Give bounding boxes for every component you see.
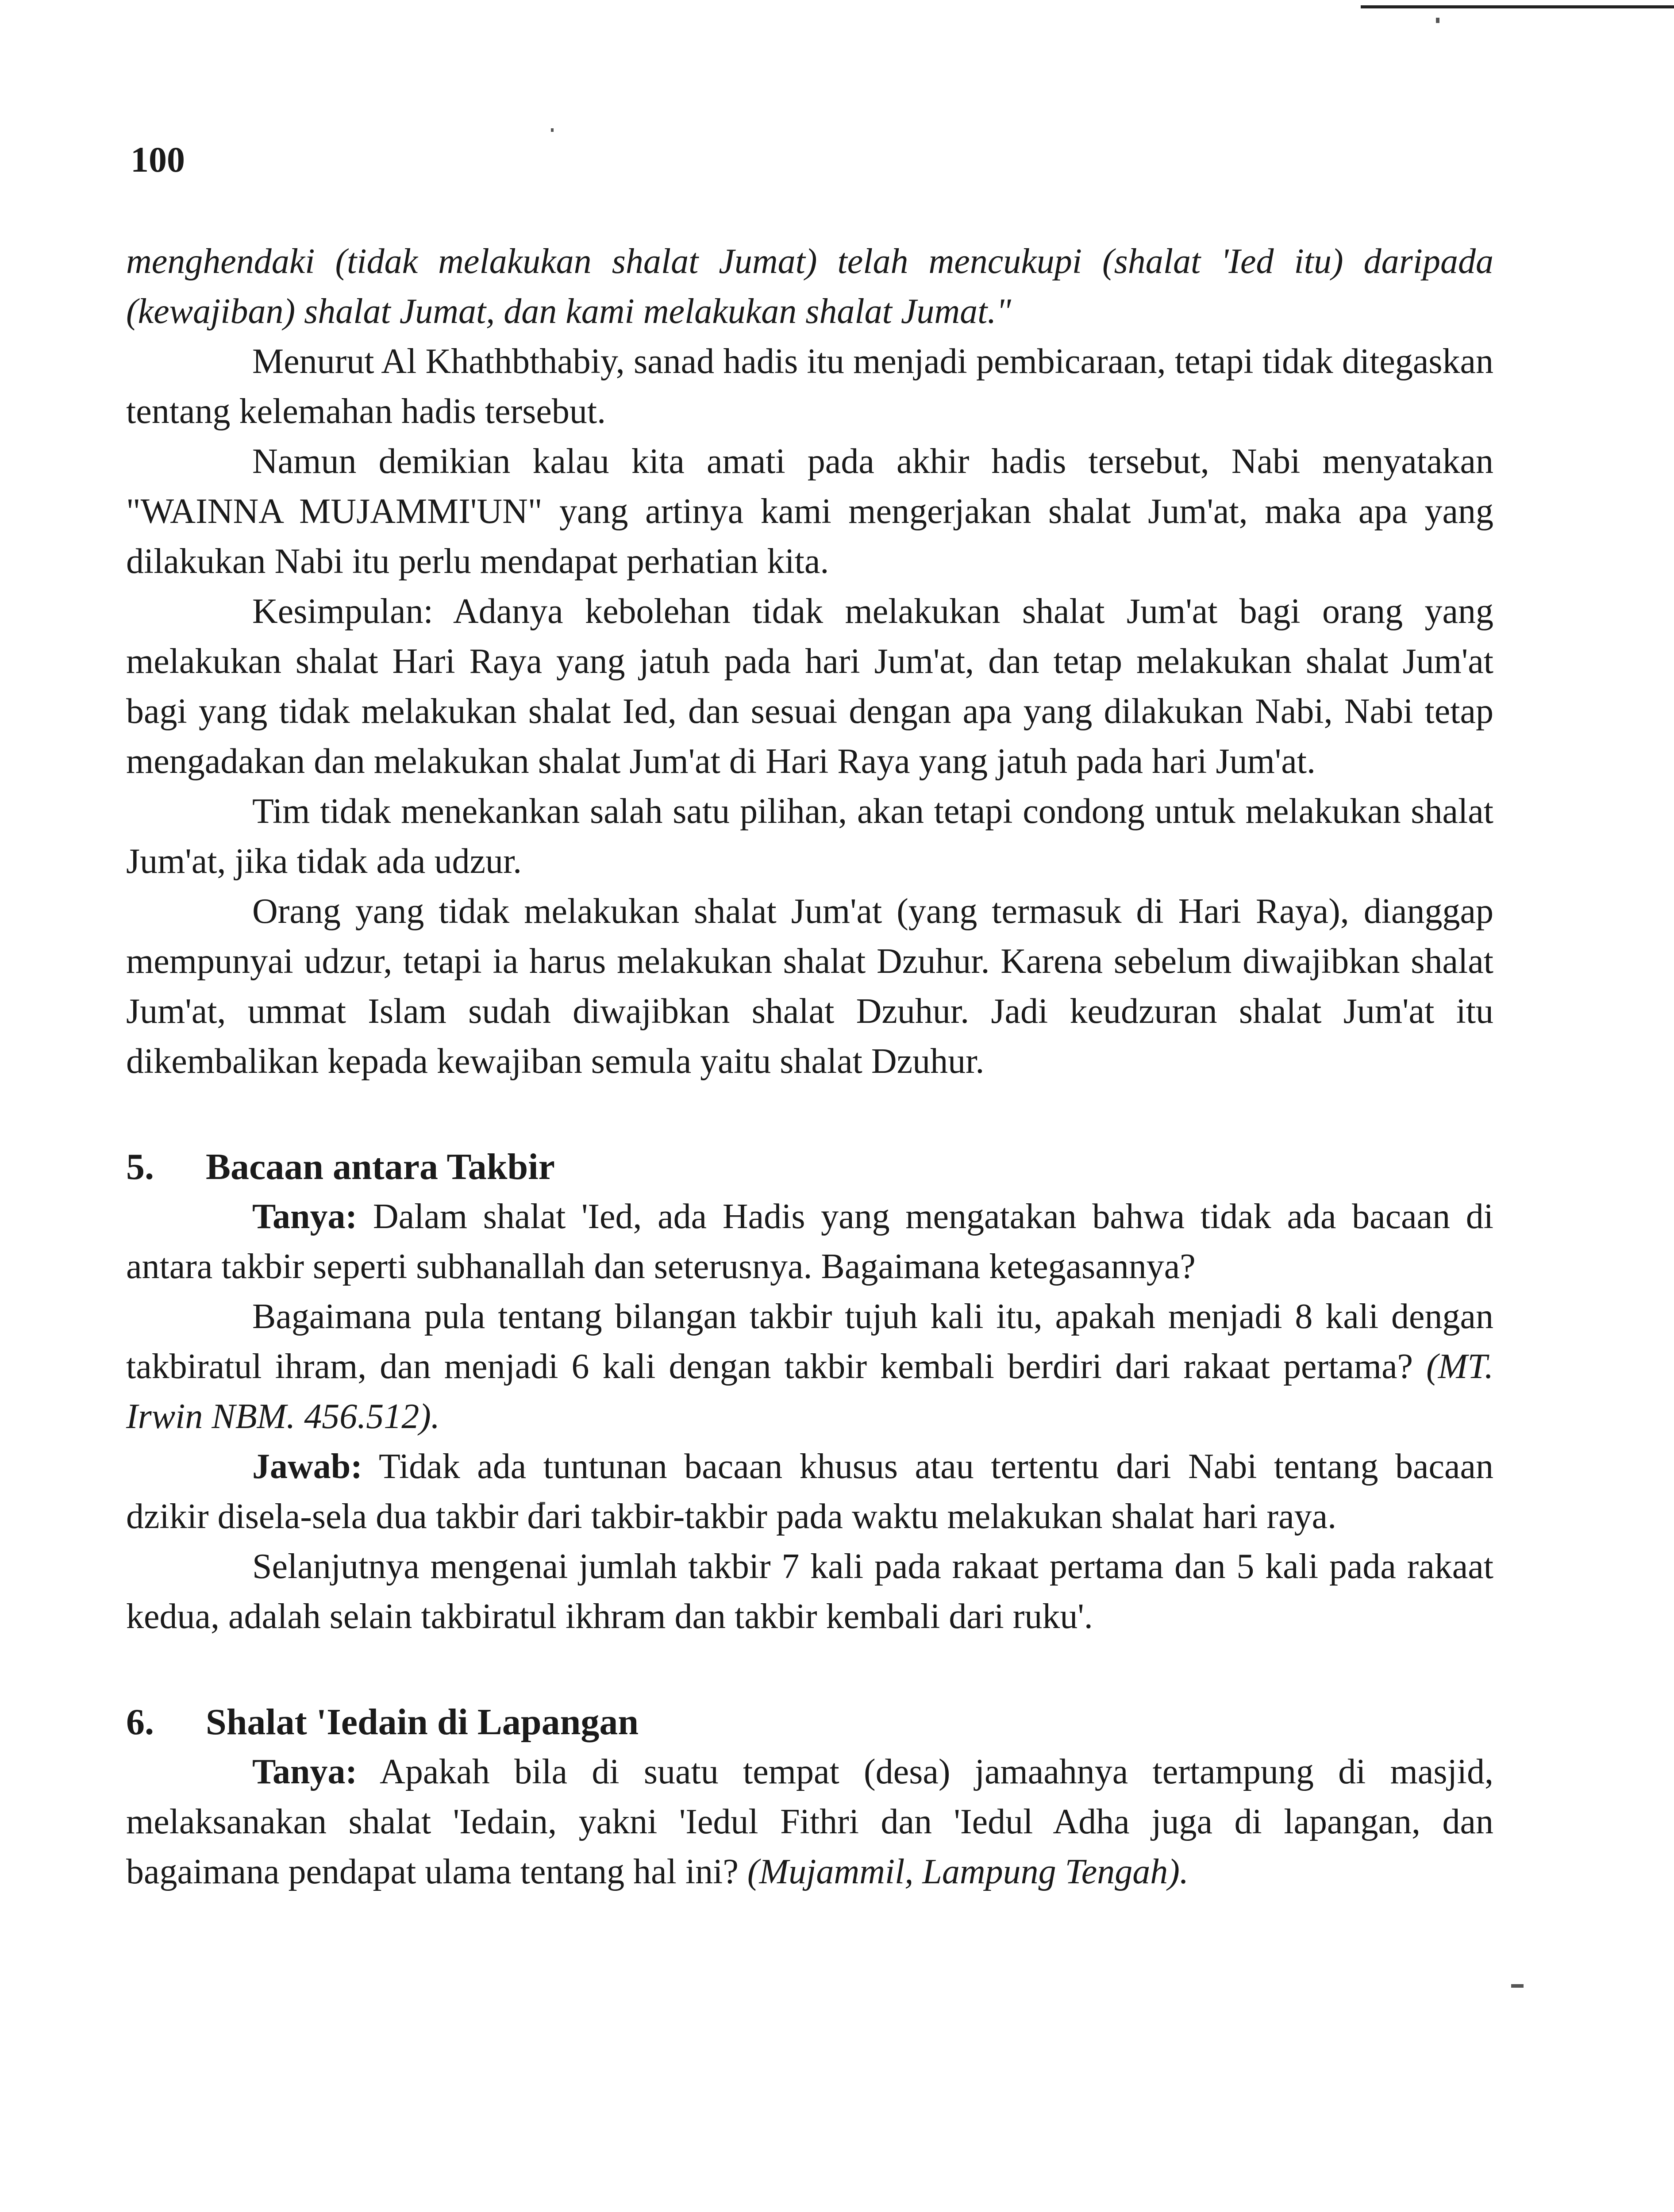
section-5 — [126, 1142, 1493, 1642]
paragraph: Namun demikian kalau kita amati pada akhir hadis tersebut, Nabi menyatakan "WAINNA MUJAMMI'UN" yang artinya kami mengerjakan shalat Jum'at, maka apa yang dilakukan Nabi itu perlu mendapat perhatian kita. — [126, 442, 1493, 581]
section-title: Shalat 'Iedain di Lapangan — [206, 1701, 639, 1743]
scan-speck — [1436, 18, 1439, 23]
answer-paragraph — [126, 1442, 1493, 1542]
paragraph: Orang yang tidak melakukan shalat Jum'at (yang termasuk di Hari Raya), dianggap mempunyai udzur, tetapi ia harus melakukan shalat Dzuhur. Karena sebelum diwajibkan shalat Jum'at, ummat Islam sudah diwajibkan shalat Dzuhur. Jadi keudzuran shalat Jum'at itu dikembalikan kepada kewajiban semula yaitu shalat Dzuhur. — [126, 892, 1493, 1081]
question-text: Apakah bila di suatu tempat (desa) jamaahnya tertampung di masjid, melaksanakan shalat 'Iedain, yakni 'Iedul Fithri dan 'Iedul Adha juga di lapangan, dan bagaimana pendapat ulama tentang hal ini? — [126, 1752, 1493, 1891]
section-title: Bacaan antara Takbir — [206, 1146, 555, 1187]
top-rule — [1361, 5, 1674, 8]
scan-speck — [551, 128, 554, 132]
section-number: 5. — [126, 1146, 154, 1187]
questioner-reference: (Mujammil, Lampung Tengah). — [747, 1852, 1189, 1891]
paragraph: Menurut Al Khathbthabiy, sanad hadis itu menjadi pembicaraan, tetapi tidak ditegaskan tentang kelemahan hadis tersebut. — [126, 342, 1493, 431]
question-paragraph — [126, 1192, 1493, 1292]
question-label: Tanya: — [252, 1197, 358, 1236]
page-body — [126, 237, 1493, 1897]
question-label: Tanya: — [252, 1752, 358, 1791]
page-number: 100 — [131, 139, 185, 180]
hadith-quote-continuation: menghendaki (tidak melakukan shalat Jumat) telah mencukupi (shalat 'Ied itu) daripada (kewajiban) shalat Jumat, dan kami melakukan shalat Jumat." — [126, 242, 1493, 331]
paragraph: Tim tidak menekankan salah satu pilihan, akan tetapi condong untuk melakukan shalat Jum'at, jika tidak ada udzur. — [126, 792, 1493, 881]
question-text: Bagaimana pula tentang bilangan takbir tujuh kali itu, apakah menjadi 8 kali dengan takbiratul ihram, dan menjadi 6 kali dengan takbir kembali berdiri dari rakaat pertama? — [126, 1297, 1493, 1386]
question-paragraph — [126, 1292, 1493, 1442]
questioner-reference: (MT. Irwin NBM. 456.512). — [126, 1347, 1493, 1436]
answer-paragraph: Selanjutnya mengenai jumlah takbir 7 kali pada rakaat pertama dan 5 kali pada rakaat kedua, adalah selain takbiratul ikhram dan takbir kembali dari ruku'. — [126, 1547, 1493, 1636]
question-text: Dalam shalat 'Ied, ada Hadis yang mengatakan bahwa tidak ada bacaan di antara takbir seperti subhanallah dan seterusnya. Bagaimana ketegasannya? — [126, 1197, 1494, 1286]
paragraph: Kesimpulan: Adanya kebolehan tidak melakukan shalat Jum'at bagi orang yang melakukan shalat Hari Raya yang jatuh pada hari Jum'at, dan tetap melakukan shalat Jum'at bagi yang tidak melakukan shalat Ied, dan sesuai dengan apa yang dilakukan Nabi, Nabi tetap mengadakan dan melakukan shalat Jum'at di Hari Raya yang jatuh pada hari Jum'at. — [126, 592, 1493, 781]
scan-speck — [1511, 1984, 1524, 1988]
section-6 — [126, 1697, 1493, 1897]
answer-text: Tidak ada tuntunan bacaan khusus atau tertentu dari Nabi tentang bacaan dzikir disela-sela dua takbir dari takbir-takbir pada waktu melakukan shalat hari raya. — [126, 1447, 1493, 1536]
question-paragraph — [126, 1747, 1493, 1897]
answer-label: Jawab: — [252, 1447, 362, 1486]
section-heading — [126, 1697, 1493, 1747]
section-heading — [126, 1142, 1493, 1192]
section-number: 6. — [126, 1701, 154, 1743]
